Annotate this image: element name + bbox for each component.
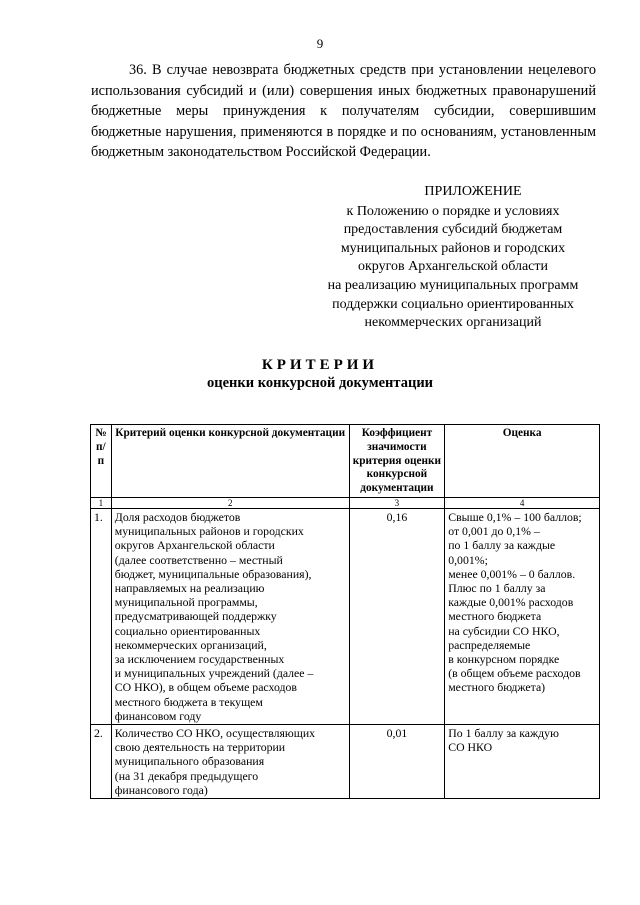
criterion-line: направляемых на реализацию <box>114 581 265 595</box>
appendix-line: некоммерческих организаций <box>364 315 542 331</box>
table-header-row <box>91 425 600 498</box>
score-line: 0,001%; <box>448 552 488 567</box>
score-line: Плюс по 1 баллу за <box>448 581 546 595</box>
column-number-row <box>91 497 600 508</box>
criterion-cell <box>111 725 349 799</box>
criterion-line: за исключением государственных <box>114 652 285 667</box>
appendix-line: на реализацию муниципальных программ <box>327 277 579 293</box>
header-criterion: Критерий оценки конкурсной документации <box>111 425 349 498</box>
criterion-line: Количество СО НКО, осуществляющих <box>114 726 316 741</box>
appendix-line: к Положению о порядке и условиях <box>346 203 560 219</box>
criterion-line: финансовом году <box>114 708 202 723</box>
criterion-line: финансового года) <box>114 782 208 797</box>
table-row <box>91 508 600 724</box>
criterion-line: и муниципальных учреждений (далее – <box>114 666 314 681</box>
criterion-line: округов Архангельской области <box>114 538 275 553</box>
score-line: на субсидии СО НКО, <box>448 623 560 638</box>
score-cell <box>445 725 600 799</box>
score-line: распределяемые <box>448 637 531 652</box>
appendix-line: муниципальных районов и городских <box>340 240 566 256</box>
column-number: 2 <box>111 497 349 508</box>
row-number: 2. <box>91 725 112 799</box>
column-number: 3 <box>349 497 445 508</box>
criterion-line: некоммерческих организаций, <box>114 637 267 652</box>
criterion-line: СО НКО), в общем объеме расходов <box>114 680 297 695</box>
criterion-line: (далее соответственно – местный <box>114 552 283 567</box>
page-number: 9 <box>316 36 324 51</box>
header-num: № п/п <box>91 425 112 498</box>
coefficient-cell: 0,16 <box>349 508 445 724</box>
score-line: (в общем объеме расходов <box>448 666 581 681</box>
appendix-line: округов Архангельской области <box>358 259 548 275</box>
score-line: менее 0,001% – 0 баллов. <box>448 566 576 581</box>
column-number: 4 <box>445 497 600 508</box>
criterion-line: муниципальных районов и городских <box>114 524 304 539</box>
score-line: в конкурсном порядке <box>448 652 560 667</box>
score-line: от 0,001 до 0,1% – <box>448 524 540 539</box>
appendix-line: предоставления субсидий бюджетам <box>343 222 563 238</box>
score-line: местного бюджета) <box>448 680 546 695</box>
criterion-line: Доля расходов бюджетов <box>114 509 241 524</box>
criterion-line: свою деятельность на территории <box>114 740 286 755</box>
criterion-line: местного бюджета в текущем <box>114 694 263 709</box>
score-line: Свыше 0,1% – 100 баллов; <box>448 509 582 524</box>
score-line: по 1 баллу за каждые <box>448 538 556 553</box>
document-title: КРИТЕРИИ <box>261 357 379 373</box>
row-number: 1. <box>91 508 112 724</box>
criterion-line: (на 31 декабря предыдущего <box>114 768 259 783</box>
table-row <box>91 725 600 799</box>
header-coefficient: Коэффициент значимости критерия оценки конкурсной документации <box>349 425 445 498</box>
score-line: каждые 0,001% расходов <box>448 595 574 610</box>
appendix-line: поддержки социально ориентированных <box>332 296 574 312</box>
score-line: СО НКО <box>448 740 493 755</box>
header-score: Оценка <box>445 425 600 498</box>
criterion-line: муниципальной программы, <box>114 595 258 610</box>
score-line: местного бюджета <box>448 609 542 624</box>
coefficient-cell: 0,01 <box>349 725 445 799</box>
paragraph-36: 36. В случае невозврата бюджетных средств при установлении нецелевого использования субсидий и (или) совершения иных бюджетных правонарушений бюджетные меры принуждения к получателям субсидии, совершившим бюджетные нарушения, применяются в порядке и по основаниям, установленным бюджетным законодательством Российской Федерации. <box>91 62 596 160</box>
criterion-line: муниципального образования <box>114 754 265 769</box>
document-subtitle: оценки конкурсной документации <box>206 375 434 391</box>
column-number: 1 <box>91 497 112 508</box>
criterion-cell <box>111 508 349 724</box>
criteria-table <box>90 424 600 799</box>
score-cell <box>445 508 600 724</box>
appendix-title: ПРИЛОЖЕНИЕ <box>424 184 522 199</box>
criterion-line: социально ориентированных <box>114 623 261 638</box>
score-line: По 1 баллу за каждую <box>448 726 559 741</box>
criterion-line: бюджет, муниципальные образования), <box>114 566 312 581</box>
criterion-line: предусматривающей поддержку <box>114 609 277 624</box>
appendix-block <box>318 183 588 333</box>
